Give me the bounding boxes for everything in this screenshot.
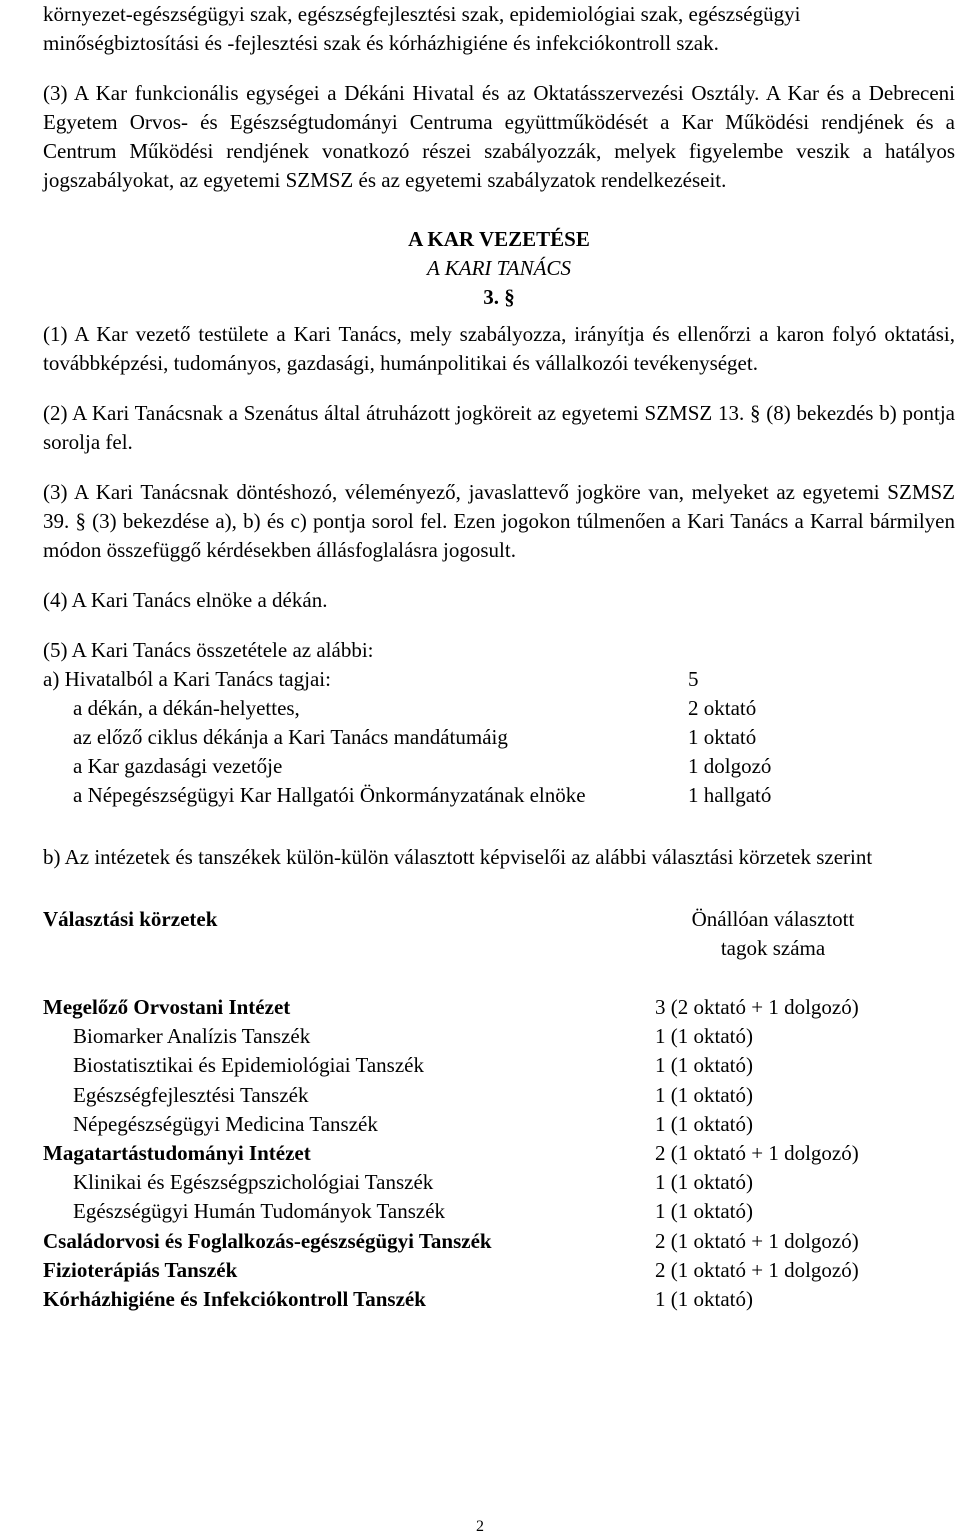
member-row [43, 781, 955, 810]
table-row [43, 1081, 955, 1110]
section-number: 3. § [483, 285, 515, 309]
ex-officio-count: 5 [688, 667, 699, 691]
member-count: 3 (2 oktató + 1 dolgozó) [655, 995, 859, 1019]
table-header-right-line1: Önállóan választott [691, 907, 855, 931]
member-row [43, 694, 955, 723]
department-name: Egészségfejlesztési Tanszék [73, 1082, 309, 1107]
paragraph-4: (4) A Kari Tanács elnöke a dékán. [43, 588, 328, 612]
unit-name: Megelőző Orvostani Intézet [43, 995, 291, 1019]
member-count: 1 (1 oktató) [655, 1199, 753, 1224]
table-row [43, 1227, 955, 1256]
table-header-left: Választási körzetek [43, 907, 218, 931]
member-row [43, 723, 955, 752]
document-page [43, 0, 955, 1314]
table-row [43, 1022, 955, 1051]
member-count: 1 (1 oktató) [655, 1053, 753, 1078]
member-count: 2 (1 oktató + 1 dolgozó) [655, 1140, 859, 1165]
paragraph-3-units: (3) A Kar funkcionális egységei a Dékáni Hivatal és az Oktatásszervezési Osztály. A Kar és a Debreceni Egyetem Orvos- és Egészségtudományi Centruma együttműködését a Kar Működési rendjének és a Centrum Működési rendjének vonatkozó részei szabályozzák, melyek figyelembe veszik a hatályos jogszabályokat, az egyetemi SZMSZ és az egyetemi szabályzatok rendelkezéseit. [43, 81, 955, 192]
department-name: Klinikai és Egészségpszichológiai Tanszék [73, 1170, 434, 1195]
continued-line-1: környezet-egészségügyi szak, egészségfejlesztési szak, epidemiológiai szak, egészségügyi [43, 2, 801, 26]
department-name: Biomarker Analízis Tanszék [73, 1024, 311, 1049]
ex-officio-label: a) Hivatalból a Kari Tanács tagjai: [43, 667, 331, 691]
heading-title: A KAR VEZETÉSE [408, 227, 590, 251]
electoral-intro: b) Az intézetek és tanszékek külön-külön választott képviselői az alábbi választási körzetek szerint [43, 845, 873, 869]
table-header-right [643, 905, 903, 963]
member-count: 1 (1 oktató) [655, 1082, 753, 1107]
unit-name: Fizioterápiás Tanszék [43, 1257, 238, 1282]
member-value: 1 oktató [688, 725, 757, 749]
member-count: 1 (1 oktató) [655, 1111, 753, 1136]
unit-name: Kórházhigiéne és Infekciókontroll Tanszék [43, 1286, 426, 1311]
continued-line-2: minőségbiztosítási és -fejlesztési szak és kórházhigiéne és infekciókontroll szak. [43, 31, 719, 55]
table-row [43, 1197, 955, 1226]
table-header [43, 905, 955, 963]
member-value: 2 oktató [688, 696, 757, 720]
member-name: a Kar gazdasági vezetője [73, 754, 283, 778]
member-count: 1 (1 oktató) [655, 1170, 753, 1195]
member-count: 1 (1 oktató) [655, 1024, 753, 1049]
unit-name: Magatartástudományi Intézet [43, 1140, 311, 1165]
table-row [43, 993, 955, 1022]
ex-officio-row [43, 665, 955, 694]
paragraph-2: (2) A Kari Tanácsnak a Szenátus által átruházott jogköreit az egyetemi SZMSZ 13. § (8) bekezdés b) pontja sorolja fel. [43, 401, 955, 454]
member-name: a dékán, a dékán-helyettes, [73, 696, 300, 720]
table-row [43, 1051, 955, 1080]
member-value: 1 hallgató [688, 783, 772, 807]
table-row [43, 1168, 955, 1197]
department-name: Biostatisztikai és Epidemiológiai Tanszék [73, 1053, 424, 1078]
heading-subtitle: A KARI TANÁCS [427, 256, 571, 280]
table-row [43, 1285, 955, 1314]
member-count: 1 (1 oktató) [655, 1286, 753, 1311]
department-name: Egészségügyi Humán Tudományok Tanszék [73, 1199, 446, 1224]
member-name: az előző ciklus dékánja a Kari Tanács mandátumáig [73, 725, 508, 749]
unit-name: Családorvosi és Foglalkozás-egészségügyi Tanszék [43, 1228, 492, 1253]
paragraph-3: (3) A Kari Tanácsnak döntéshozó, véleményező, javaslattevő jogköre van, melyeket az egyetemi SZMSZ 39. § (3) bekezdése a), b) és c) pontja sorol fel. Ezen jogokon túlmenően a Kari Tanács a Karral bármilyen módon összefüggő kérdésekben állásfoglalásra jogosult. [43, 480, 955, 562]
department-name: Népegészségügyi Medicina Tanszék [73, 1111, 378, 1136]
table-row [43, 1110, 955, 1139]
page-number: 2 [476, 1518, 484, 1535]
member-row [43, 752, 955, 781]
electoral-zones-table [43, 993, 955, 1314]
section-heading [43, 225, 955, 312]
paragraph-1: (1) A Kar vezető testülete a Kari Tanács, mely szabályozza, irányítja és ellenőrzi a karon folyó oktatási, továbbképzési, tudományos, gazdasági, humánpolitikai és vállalkozói tevékenységet. [43, 322, 955, 375]
table-row [43, 1256, 955, 1285]
member-value: 1 dolgozó [688, 754, 772, 778]
member-count: 2 (1 oktató + 1 dolgozó) [655, 1228, 859, 1253]
member-name: a Népegészségügyi Kar Hallgatói Önkormányzatának elnöke [73, 783, 586, 807]
table-row [43, 1139, 955, 1168]
table-header-right-line2: tagok száma [720, 936, 826, 960]
member-count: 2 (1 oktató + 1 dolgozó) [655, 1257, 859, 1282]
composition-intro: (5) A Kari Tanács összetétele az alábbi: [43, 638, 374, 662]
